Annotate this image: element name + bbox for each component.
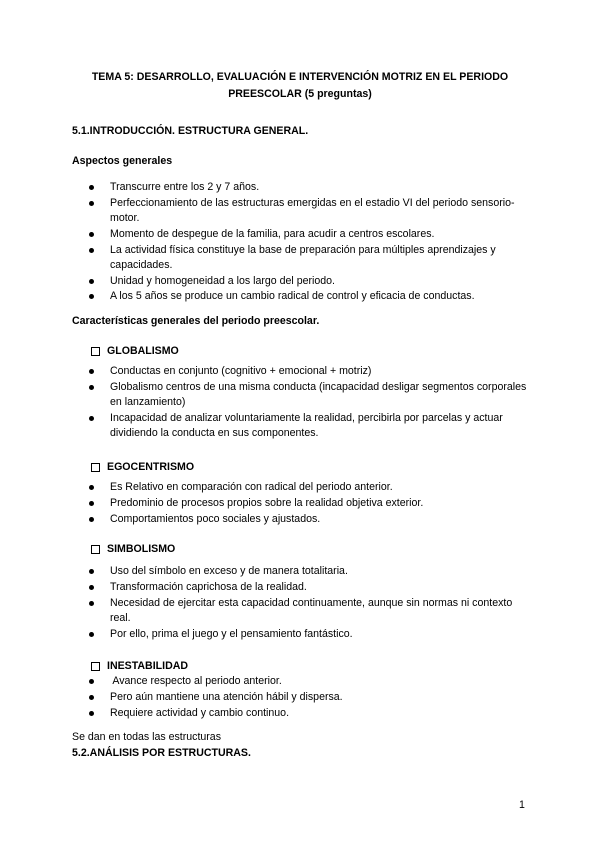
list-item: Globalismo centros de una misma conducta (incapacidad desligar segmentos corporales en lanzamiento): [72, 380, 528, 410]
checkbox-icon: [91, 347, 100, 356]
globalismo-heading: GLOBALISMO: [91, 345, 179, 357]
inestabilidad-heading: INESTABILIDAD: [91, 660, 188, 672]
document-title: [72, 69, 528, 103]
aspects-list: [72, 180, 528, 305]
list-item: La actividad física constituye la base de preparación para múltiples aprendizajes y capacidades.: [72, 243, 528, 273]
bullet-icon: [89, 585, 94, 590]
list-item: Transformación caprichosa de la realidad.: [72, 580, 528, 595]
bullet-icon: [89, 485, 94, 490]
bullet-icon: [89, 201, 94, 206]
bullet-icon: [89, 711, 94, 716]
section-heading-5-2: 5.2.ANÁLISIS POR ESTRUCTURAS.: [72, 747, 251, 759]
bullet-icon: [89, 279, 94, 284]
simbolismo-list: [72, 564, 528, 642]
simbolismo-heading: SIMBOLISMO: [91, 543, 175, 555]
bullet-icon: [89, 185, 94, 190]
bullet-icon: [89, 501, 94, 506]
list-item: Es Relativo en comparación con radical del periodo anterior.: [72, 480, 528, 495]
bullet-icon: [89, 385, 94, 390]
title-line-2: PREESCOLAR (5 preguntas): [228, 88, 372, 100]
inestabilidad-list: [72, 674, 528, 721]
list-item: Avance respecto al periodo anterior.: [72, 674, 528, 689]
list-item: Uso del símbolo en exceso y de manera totalitaria.: [72, 564, 528, 579]
list-item: Incapacidad de analizar voluntariamente la realidad, percibirla por parcelas y actuar dividiendo la conducta en sus componentes.: [72, 411, 528, 441]
egocentrismo-heading: EGOCENTRISMO: [91, 461, 194, 473]
list-item: Necesidad de ejercitar esta capacidad continuamente, aunque sin normas ni contexto real.: [72, 596, 528, 626]
bullet-icon: [89, 369, 94, 374]
aspects-heading: Aspectos generales: [72, 155, 173, 167]
checkbox-icon: [91, 662, 100, 671]
list-item: Transcurre entre los 2 y 7 años.: [72, 180, 528, 195]
bullet-icon: [89, 695, 94, 700]
characteristics-heading: Características generales del periodo preescolar.: [72, 315, 320, 327]
closing-note: Se dan en todas las estructuras: [72, 731, 221, 743]
checkbox-icon: [91, 463, 100, 472]
bullet-icon: [89, 248, 94, 253]
list-item: Comportamientos poco sociales y ajustados.: [72, 512, 528, 527]
section-heading-5-1: 5.1.INTRODUCCIÓN. ESTRUCTURA GENERAL.: [72, 125, 309, 137]
title-line-1: TEMA 5: DESARROLLO, EVALUACIÓN E INTERVENCIÓN MOTRIZ EN EL PERIODO: [91, 71, 509, 83]
bullet-icon: [89, 232, 94, 237]
list-item: Unidad y homogeneidad a los largo del periodo.: [72, 274, 528, 289]
checkbox-icon: [91, 545, 100, 554]
bullet-icon: [89, 569, 94, 574]
egocentrismo-list: [72, 480, 528, 527]
list-item: Momento de despegue de la familia, para acudir a centros escolares.: [72, 227, 528, 242]
list-item: Requiere actividad y cambio continuo.: [72, 706, 528, 721]
list-item: Por ello, prima el juego y el pensamiento fantástico.: [72, 627, 528, 642]
list-item: Pero aún mantiene una atención hábil y dispersa.: [72, 690, 528, 705]
page-number: 1: [519, 799, 525, 811]
bullet-icon: [89, 517, 94, 522]
list-item: A los 5 años se produce un cambio radical de control y eficacia de conductas.: [72, 289, 528, 304]
bullet-icon: [89, 632, 94, 637]
bullet-icon: [89, 679, 94, 684]
bullet-icon: [89, 294, 94, 299]
list-item: Predominio de procesos propios sobre la realidad objetiva exterior.: [72, 496, 528, 511]
bullet-icon: [89, 601, 94, 606]
list-item: Conductas en conjunto (cognitivo + emocional + motriz): [72, 364, 528, 379]
globalismo-list: [72, 364, 528, 442]
bullet-icon: [89, 416, 94, 421]
list-item: Perfeccionamiento de las estructuras emergidas en el estadio VI del periodo sensorio-motor.: [72, 196, 528, 226]
